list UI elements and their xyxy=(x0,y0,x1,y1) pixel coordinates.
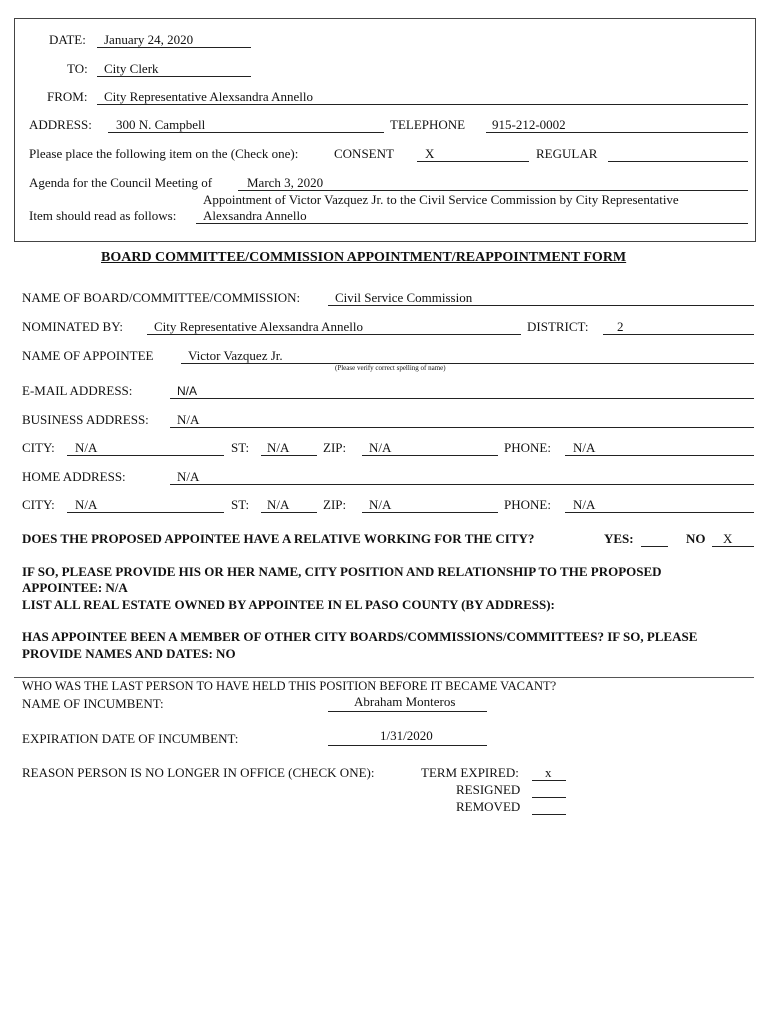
phone-field-2[interactable]: N/A xyxy=(573,497,596,512)
from-field[interactable]: City Representative Alexsandra Annello xyxy=(104,89,314,104)
removed-label: REMOVED xyxy=(456,799,521,814)
term-expired-label: TERM EXPIRED: xyxy=(421,765,519,780)
home-line xyxy=(170,484,754,485)
zip-field-2[interactable]: N/A xyxy=(369,497,392,512)
regular-checkbox[interactable] xyxy=(608,161,748,162)
appointee-label: NAME OF APPOINTEE xyxy=(22,348,154,363)
email-field[interactable]: N/A xyxy=(177,384,198,398)
to-label: TO: xyxy=(67,61,88,76)
agenda-field[interactable]: March 3, 2020 xyxy=(247,175,324,190)
district-label: DISTRICT: xyxy=(527,319,589,334)
business-field[interactable]: N/A xyxy=(177,412,200,427)
resigned-checkbox[interactable] xyxy=(532,797,566,798)
email-label: E-MAIL ADDRESS: xyxy=(22,383,133,398)
removed-checkbox[interactable] xyxy=(532,814,566,815)
no-label: NO xyxy=(686,531,706,546)
member-line2: PROVIDE NAMES AND DATES: NO xyxy=(22,646,236,661)
zip-label-2: ZIP: xyxy=(323,497,347,512)
zip-field-1[interactable]: N/A xyxy=(369,440,392,455)
no-line xyxy=(712,546,754,547)
to-field[interactable]: City Clerk xyxy=(104,61,159,76)
address-label: ADDRESS: xyxy=(29,117,92,132)
member-line1: HAS APPOINTEE BEEN A MEMBER OF OTHER CITY BOARDS/COMMISSIONS/COMMITTEES? IF SO, PLEASE xyxy=(22,629,698,644)
business-label: BUSINESS ADDRESS: xyxy=(22,412,149,427)
item-read-line1[interactable]: Appointment of Victor Vazquez Jr. to the Civil Service Commission by City Representative xyxy=(203,192,679,207)
st-field-2[interactable]: N/A xyxy=(267,497,290,512)
verify-note: (Please verify correct spelling of name) xyxy=(335,364,446,372)
reason-label: REASON PERSON IS NO LONGER IN OFFICE (CHECK ONE): xyxy=(22,765,375,780)
expiration-label: EXPIRATION DATE OF INCUMBENT: xyxy=(22,731,239,746)
last-person-question: WHO WAS THE LAST PERSON TO HAVE HELD THIS POSITION BEFORE IT BECAME VACANT? xyxy=(22,679,557,693)
telephone-label: TELEPHONE xyxy=(390,117,466,132)
st-field-1[interactable]: N/A xyxy=(267,440,290,455)
address-field[interactable]: 300 N. Campbell xyxy=(116,117,206,132)
item-read-label: Item should read as follows: xyxy=(29,208,177,223)
date-label: DATE: xyxy=(49,32,86,47)
st-label-2: ST: xyxy=(231,497,250,512)
incumbent-name-field[interactable]: Abraham Monteros xyxy=(354,694,456,709)
expiration-field[interactable]: 1/31/2020 xyxy=(380,728,433,743)
date-field[interactable]: January 24, 2020 xyxy=(104,32,194,47)
from-label: FROM: xyxy=(47,89,88,104)
resigned-label: RESIGNED xyxy=(456,782,521,797)
zip-label-1: ZIP: xyxy=(323,440,347,455)
board-label: NAME OF BOARD/COMMITTEE/COMMISSION: xyxy=(22,290,301,305)
city-label-2: CITY: xyxy=(22,497,55,512)
if-so-line2: APPOINTEE: N/A xyxy=(22,580,128,595)
relative-question: DOES THE PROPOSED APPOINTEE HAVE A RELATIVE WORKING FOR THE CITY? xyxy=(22,531,535,546)
telephone-field[interactable]: 915-212-0002 xyxy=(492,117,566,132)
board-field[interactable]: Civil Service Commission xyxy=(335,290,473,305)
agenda-label: Agenda for the Council Meeting of xyxy=(29,175,213,190)
home-label: HOME ADDRESS: xyxy=(22,469,126,484)
expiration-line xyxy=(328,745,487,746)
appointee-field[interactable]: Victor Vazquez Jr. xyxy=(188,348,283,363)
form-title: BOARD COMMITTEE/COMMISSION APPOINTMENT/REAPPOINTMENT FORM xyxy=(101,250,627,265)
section-divider xyxy=(14,677,754,678)
regular-label: REGULAR xyxy=(536,146,598,161)
city-label-1: CITY: xyxy=(22,440,55,455)
district-line xyxy=(603,334,754,335)
no-checkbox[interactable]: X xyxy=(723,531,733,546)
city-field-2[interactable]: N/A xyxy=(75,497,98,512)
phone-label-2: PHONE: xyxy=(504,497,551,512)
yes-label: YES: xyxy=(604,531,634,546)
yes-checkbox[interactable] xyxy=(641,546,668,547)
consent-label: CONSENT xyxy=(334,146,394,161)
city-field-1[interactable]: N/A xyxy=(75,440,98,455)
item-read-line2[interactable]: Alexsandra Annello xyxy=(203,208,307,223)
nominated-label: NOMINATED BY: xyxy=(22,319,123,334)
term-expired-checkbox[interactable]: x xyxy=(545,765,552,780)
email-line xyxy=(170,398,754,399)
district-field[interactable]: 2 xyxy=(617,319,624,334)
place-item-label: Please place the following item on the (Check one): xyxy=(29,146,299,161)
nominated-field[interactable]: City Representative Alexsandra Annello xyxy=(154,319,364,334)
phone-label-1: PHONE: xyxy=(504,440,551,455)
home-field[interactable]: N/A xyxy=(177,469,200,484)
phone-field-1[interactable]: N/A xyxy=(573,440,596,455)
st-label-1: ST: xyxy=(231,440,250,455)
business-line xyxy=(170,427,754,428)
incumbent-name-label: NAME OF INCUMBENT: xyxy=(22,696,164,711)
real-estate-question: LIST ALL REAL ESTATE OWNED BY APPOINTEE IN EL PASO COUNTY (BY ADDRESS): xyxy=(22,597,555,612)
incumbent-name-line xyxy=(328,711,487,712)
consent-checkbox[interactable]: X xyxy=(425,146,435,161)
if-so-line1: IF SO, PLEASE PROVIDE HIS OR HER NAME, CITY POSITION AND RELATIONSHIP TO THE PROPOSED xyxy=(22,564,662,579)
